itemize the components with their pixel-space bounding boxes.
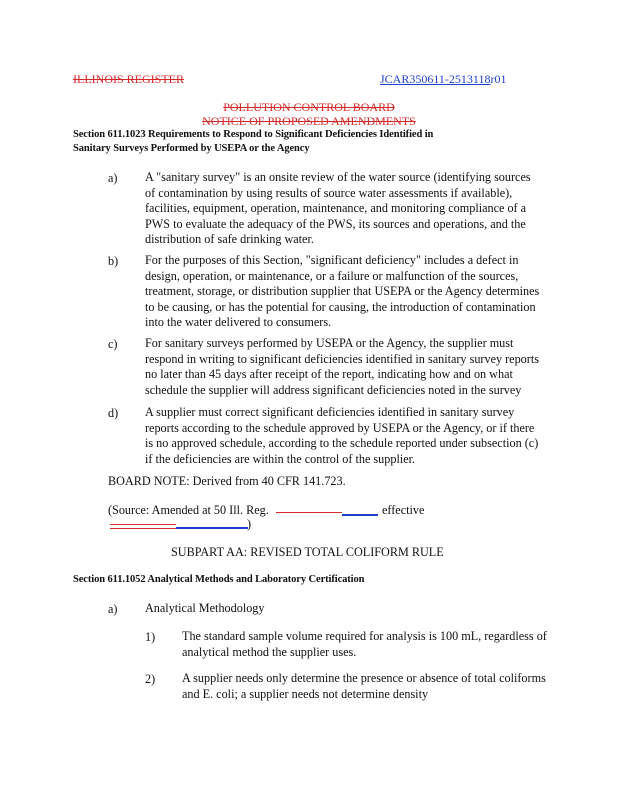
board-note: BOARD NOTE: Derived from 40 CFR 141.723. (108, 474, 346, 488)
item-label-d: d) (108, 406, 119, 420)
item-label-c: c) (108, 337, 118, 351)
paragraph-d (145, 405, 538, 467)
source-close-paren: ) (247, 517, 252, 531)
date-blank-old (110, 524, 176, 525)
subparagraph-1 (182, 629, 547, 660)
volume-blank (276, 512, 342, 513)
text-line: A supplier needs only determine the presence or absence of total coliforms (182, 671, 546, 685)
jcar-code[interactable] (380, 72, 506, 87)
text-line: design, operation, or maintenance, or a failure or malfunction of the sources, (145, 268, 519, 283)
section-heading: Section 611.1023 Requirements to Respond to Significant Deficiencies Identified in (73, 129, 434, 140)
subitem-label-1: 1) (145, 630, 156, 644)
text-line: A supplier must correct significant deficiencies identified in sanitary survey (145, 405, 515, 419)
text-line: A "sanitary survey" is an onsite review of the water source (identifying sources (145, 170, 531, 184)
date-blank-new (176, 527, 248, 529)
item-label-b: b) (108, 254, 119, 268)
paragraph-c (145, 336, 539, 398)
text-line: For sanitary surveys performed by USEPA or the Agency, the supplier must (145, 336, 514, 350)
text-line: treatment, storage, or distribution supplier that USEPA or the Agency determines (145, 284, 540, 299)
text-line: facilities, equipment, operation, maintenance, and monitoring compliance of a (145, 201, 527, 216)
text-line: into the water delivered to consumers. (145, 315, 332, 330)
text-line: distribution of safe drinking water. (145, 232, 314, 247)
subparagraph-2 (182, 671, 546, 702)
text-line: no later than 45 days after receipt of the report, indicating how and on what (145, 367, 513, 382)
text-line: analytical method the supplier uses. (182, 644, 357, 659)
item-label-a: a) (108, 171, 118, 185)
text-line: PWS to evaluate the adequacy of the PWS, its sources and operations, and the (145, 216, 526, 231)
jcar-code-prefix: JCAR350611-2513118 (380, 72, 491, 86)
section-heading-cont: Sanitary Surveys Performed by USEPA or the Agency (73, 143, 310, 154)
paragraph-b (145, 253, 539, 331)
text-line: For the purposes of this Section, "significant deficiency" includes a defect in (145, 253, 519, 267)
agency-title: POLLUTION CONTROL BOARD (223, 100, 395, 114)
text-line: reports according to the schedule approved by USEPA or the Agency, or if there (145, 420, 535, 435)
text-line: if the deficiencies are within the control of the supplier. (145, 451, 416, 466)
section-heading-2: Section 611.1052 Analytical Methods and Laboratory Certification (73, 574, 365, 585)
item-label-a-2: a) (108, 602, 118, 616)
text-line: to be causing, or has the potential for causing, the introduction of contamination (145, 299, 536, 314)
text-line: respond in writing to significant deficiencies identified in sanitary survey reports (145, 351, 539, 366)
text-line: is no approved schedule, according to the schedule reported under subsection (c) (145, 436, 539, 451)
notice-title: NOTICE OF PROPOSED AMENDMENTS (202, 114, 416, 128)
paragraph-a (145, 170, 531, 248)
text-line: schedule the supplier will address significant deficiencies noted in the survey (145, 382, 522, 397)
source-citation: (Source: Amended at 50 Ill. Reg. (108, 503, 269, 517)
register-header: ILLINOIS REGISTER (73, 72, 184, 86)
subitem-label-2: 2) (145, 672, 156, 686)
subpart-heading: SUBPART AA: REVISED TOTAL COLIFORM RULE (171, 545, 444, 559)
text-line: The standard sample volume required for analysis is 100 mL, regardless of (182, 629, 547, 643)
effective-label: effective (382, 503, 425, 517)
text-line: and E. coli; a supplier needs not determine density (182, 686, 429, 701)
jcar-code-suffix: r01 (490, 72, 507, 86)
date-blank-old-2 (110, 528, 176, 529)
text-line: of contamination by using results of source water assessments if available), (145, 185, 513, 200)
page-blank (342, 514, 378, 516)
analytical-methodology: Analytical Methodology (145, 601, 265, 615)
